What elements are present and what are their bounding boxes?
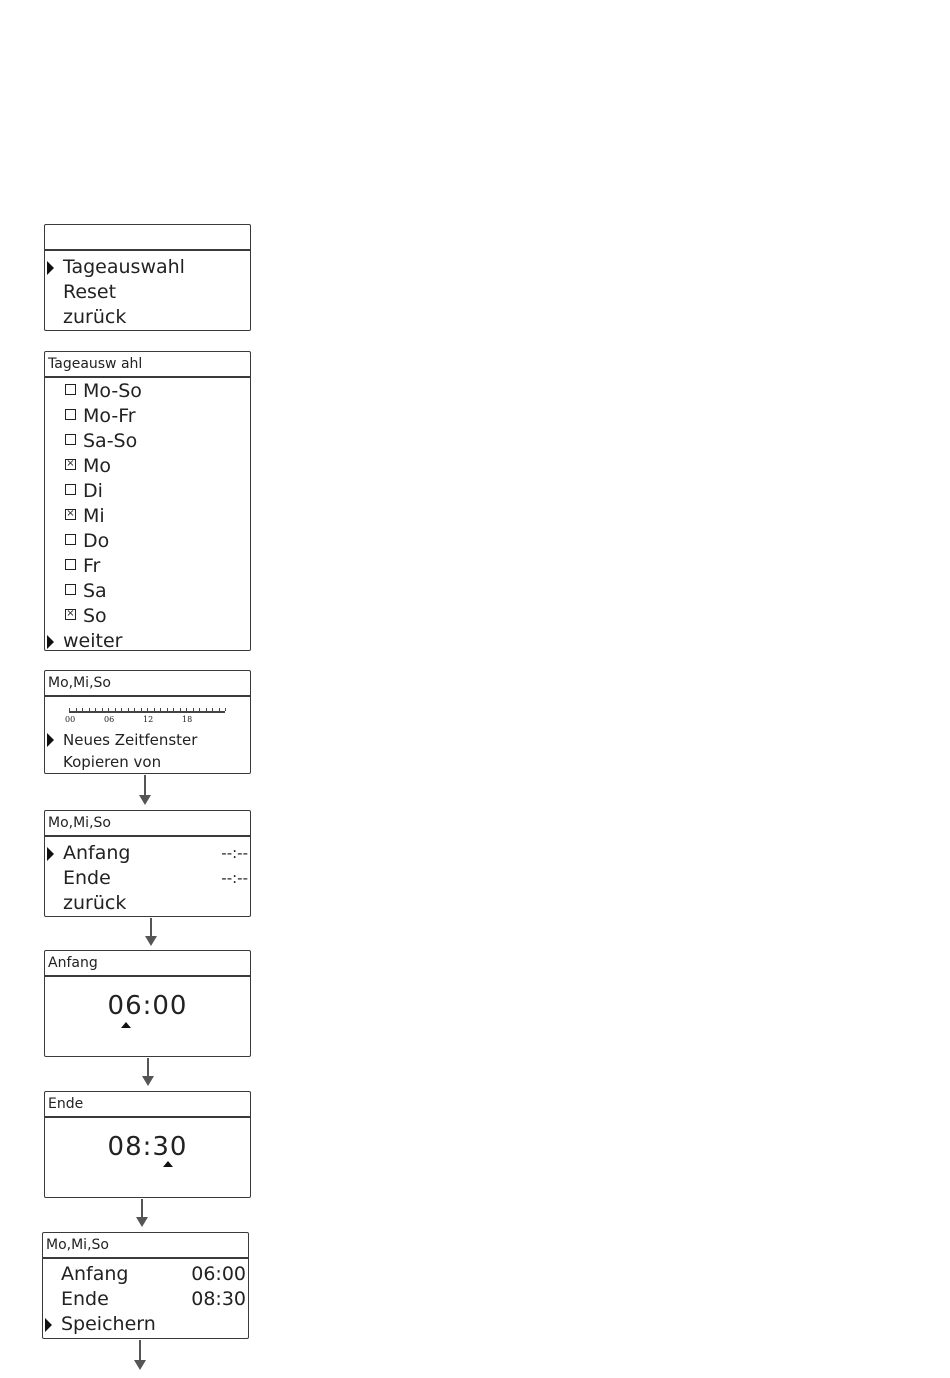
- timeline-tick: [173, 708, 174, 711]
- day-selection-screen: [44, 351, 251, 651]
- cursor-triangle-icon: [47, 847, 54, 861]
- day-option-mo-so[interactable]: [45, 379, 250, 404]
- timeline-tick: [199, 708, 200, 711]
- timeline-tick: [147, 708, 148, 711]
- day-option-label: Mi: [83, 505, 105, 527]
- days-title: Mo,Mi,So: [45, 811, 250, 837]
- timeline-tick: [69, 708, 70, 711]
- menu-screen-main: [44, 224, 251, 331]
- menu-item-ende[interactable]: Ende 08:30: [61, 1288, 246, 1310]
- title-bar: [45, 225, 250, 251]
- cursor-triangle-icon: [47, 733, 54, 747]
- flow-arrow: [141, 1199, 143, 1225]
- day-option-sa[interactable]: [45, 579, 250, 604]
- checkbox-empty-icon[interactable]: [65, 409, 76, 420]
- timeline-tick: [82, 708, 83, 711]
- timeline-tick: [134, 708, 135, 711]
- timeline-tick: [141, 708, 142, 711]
- cursor-triangle-icon: [47, 635, 54, 649]
- day-selection-title: Tageausw ahl: [45, 352, 250, 378]
- day-option-label: Sa: [83, 580, 107, 602]
- menu-item-anfang[interactable]: Anfang 06:00: [61, 1263, 246, 1285]
- flow-arrow: [139, 1340, 141, 1368]
- day-option-label: Mo: [83, 455, 112, 477]
- timeline-tick: [225, 708, 226, 711]
- days-title: Mo,Mi,So: [43, 1233, 248, 1259]
- flow-arrow: [144, 775, 146, 803]
- checkbox-empty-icon[interactable]: [65, 534, 76, 545]
- day-option-fr[interactable]: [45, 554, 250, 579]
- timeline-tick: [95, 708, 96, 711]
- timeline-tick: [115, 708, 116, 711]
- menu-item-anfang[interactable]: Anfang --:--: [45, 841, 250, 866]
- day-option-mo[interactable]: [45, 454, 250, 479]
- day-option-label: Fr: [83, 555, 101, 577]
- day-option-label: Sa-So: [83, 430, 138, 452]
- start-value: 06:00: [191, 1263, 246, 1285]
- caret-up-icon: [121, 1022, 131, 1028]
- timeline-tick: [193, 708, 194, 711]
- timeline-tick: [206, 708, 207, 711]
- menu-item-speichern[interactable]: Speichern: [43, 1312, 248, 1337]
- timeline-tick: [108, 708, 109, 711]
- checkbox-empty-icon[interactable]: [65, 484, 76, 495]
- menu-item-tageauswahl[interactable]: Tageauswahl: [45, 255, 250, 280]
- day-option-label: Mo-Fr: [83, 405, 136, 427]
- day-option-di[interactable]: [45, 479, 250, 504]
- checkbox-checked-icon[interactable]: ×: [66, 508, 75, 519]
- checkbox-checked-icon[interactable]: ×: [66, 608, 75, 619]
- menu-item-zurueck[interactable]: zurück: [63, 306, 127, 328]
- day-option-mo-fr[interactable]: [45, 404, 250, 429]
- menu-item-zurueck[interactable]: zurück: [63, 892, 127, 914]
- timeline-hour-label: 00: [65, 715, 76, 724]
- checkbox-checked-icon[interactable]: ×: [66, 458, 75, 469]
- menu-item-ende[interactable]: Ende --:--: [63, 867, 248, 889]
- time-window-overview-screen: [44, 670, 251, 774]
- menu-item-reset[interactable]: Reset: [63, 281, 117, 303]
- day-option-do[interactable]: [45, 529, 250, 554]
- day-timeline: [65, 707, 225, 727]
- flow-arrow: [147, 1058, 149, 1084]
- cursor-triangle-icon: [45, 1318, 52, 1332]
- day-option-so[interactable]: [45, 604, 250, 629]
- timeline-tick: [102, 708, 103, 711]
- end-value: 08:30: [191, 1288, 246, 1310]
- checkbox-empty-icon[interactable]: [65, 559, 76, 570]
- timeline-tick: [89, 708, 90, 711]
- start-time-input[interactable]: 06:00: [107, 991, 188, 1021]
- timeline-tick: [154, 708, 155, 711]
- timeline-tick: [121, 708, 122, 711]
- timeline-tick: [128, 708, 129, 711]
- menu-item-copy-from[interactable]: Kopieren von: [63, 753, 162, 771]
- end-time-screen: [44, 1091, 251, 1198]
- timeline-tick: [160, 708, 161, 711]
- timeline-hour-label: 06: [104, 715, 115, 724]
- menu-item-weiter[interactable]: weiter: [45, 629, 250, 651]
- timeline-hour-label: 18: [182, 715, 193, 724]
- checkbox-empty-icon[interactable]: [65, 584, 76, 595]
- start-time-screen: [44, 950, 251, 1057]
- flow-arrow: [150, 918, 152, 944]
- time-window-edit-screen: [44, 810, 251, 917]
- end-value: --:--: [221, 869, 248, 887]
- cursor-triangle-icon: [47, 261, 54, 275]
- timeline-tick: [212, 708, 213, 711]
- end-time-input[interactable]: 08:30: [107, 1132, 188, 1162]
- day-option-label: Do: [83, 530, 110, 552]
- day-option-sa-so[interactable]: [45, 429, 250, 454]
- timeline-bar: [69, 711, 225, 713]
- timeline-tick: [167, 708, 168, 711]
- timeline-tick: [186, 708, 187, 711]
- caret-up-icon: [163, 1161, 173, 1167]
- menu-item-new-time-window[interactable]: Neues Zeitfenster: [45, 729, 250, 751]
- time-window-save-screen: [42, 1232, 249, 1339]
- end-title: Ende: [45, 1092, 250, 1118]
- days-title: Mo,Mi,So: [45, 671, 250, 697]
- day-option-label: Di: [83, 480, 103, 502]
- start-value: --:--: [221, 844, 248, 862]
- day-option-mi[interactable]: [45, 504, 250, 529]
- start-title: Anfang: [45, 951, 250, 977]
- timeline-hour-label: 12: [143, 715, 154, 724]
- day-option-label: So: [83, 605, 107, 627]
- timeline-tick: [219, 708, 220, 711]
- timeline-tick: [180, 708, 181, 711]
- checkbox-empty-icon[interactable]: [65, 434, 76, 445]
- timeline-tick: [76, 708, 77, 711]
- checkbox-empty-icon[interactable]: [65, 384, 76, 395]
- day-option-label: Mo-So: [83, 380, 142, 402]
